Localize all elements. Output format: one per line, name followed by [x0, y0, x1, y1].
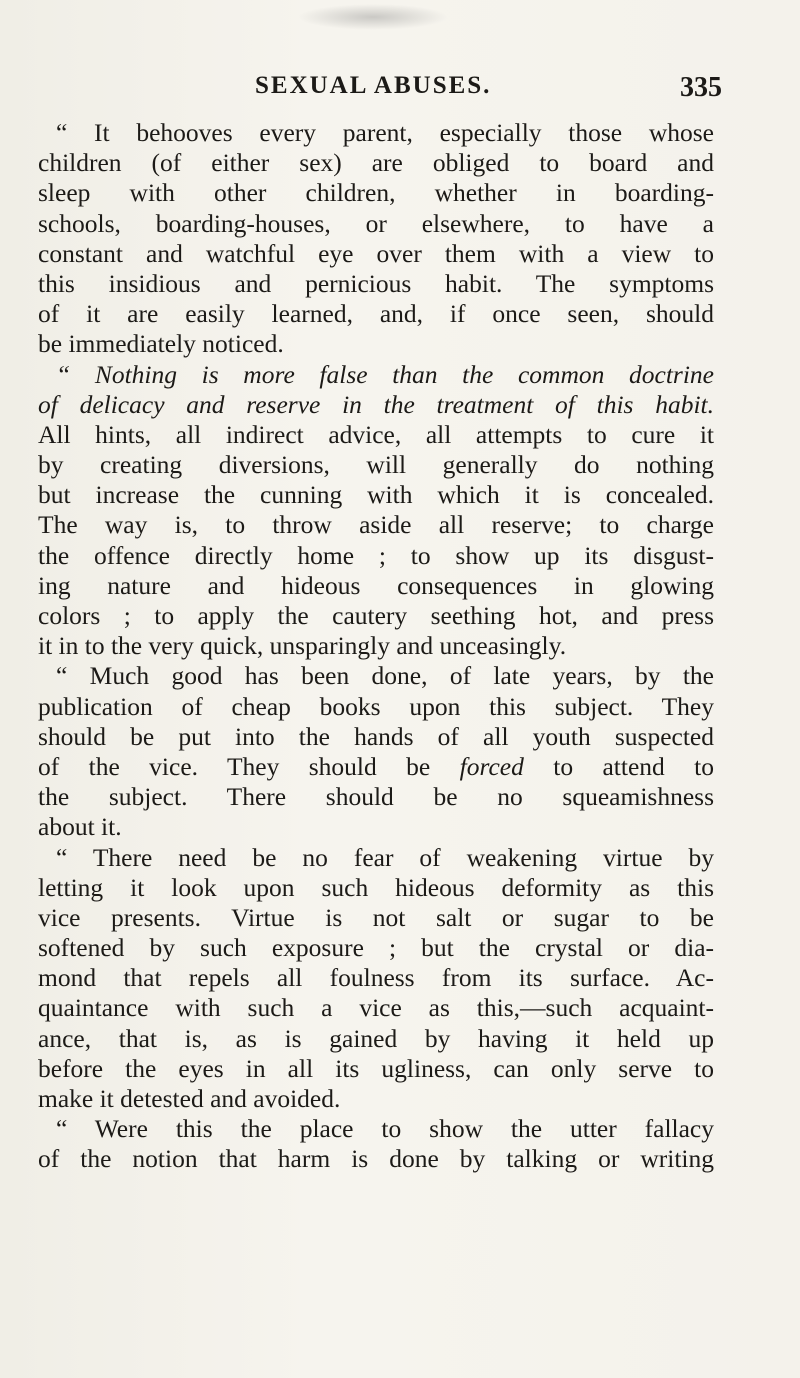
text-line: constant and watchful eye over them with a view to: [38, 238, 714, 268]
running-head-title: SEXUAL ABUSES.: [255, 72, 492, 99]
text-line: be immediately noticed.: [38, 329, 284, 359]
text-line: the offence directly home ; to show up its disgust-: [38, 540, 714, 570]
text-line: about it.: [38, 812, 122, 842]
text-line: the subject. There should be no squeamishness: [38, 782, 714, 812]
text-line: of it are easily learned, and, if once seen, should: [38, 299, 714, 329]
text-line: quaintance with such a vice as this,—such acquaint-: [38, 993, 714, 1023]
text-line: “ Nothing is more false than the common doctrine: [56, 359, 714, 389]
body-text: [38, 118, 714, 1175]
print-smudge: [298, 4, 448, 30]
text-run: of the vice. They should be: [38, 751, 431, 781]
text-line: by creating diversions, will generally do nothing: [38, 450, 714, 480]
text-line: publication of cheap books upon this subject. They: [38, 691, 714, 721]
text-line: ing nature and hideous consequences in glowing: [38, 570, 714, 600]
text-line: colors ; to apply the cautery seething hot, and press: [38, 601, 714, 630]
text-line: “ It behooves every parent, especially those whose: [56, 118, 714, 147]
text-line: of delicacy and reserve in the treatment of this habit.: [38, 389, 714, 419]
emphasis-forced: forced: [459, 751, 524, 781]
paragraph: [38, 1114, 714, 1174]
text-line: this insidious and pernicious habit. The symptoms: [38, 268, 714, 298]
text-line: it in to the very quick, unsparingly and unceasingly.: [38, 631, 567, 661]
text-line: sleep with other children, whether in boarding-: [38, 178, 714, 208]
text-line: softened by such exposure ; but the crystal or dia-: [38, 933, 714, 963]
text-run: to attend to: [553, 751, 715, 781]
text-line: should be put into the hands of all youth suspected: [38, 721, 714, 751]
paragraph: [38, 118, 714, 360]
text-line: letting it look upon such hideous deformity as this: [38, 872, 714, 902]
text-line: vice presents. Virtue is not salt or sugar to be: [38, 902, 714, 932]
page-number: 335: [680, 72, 722, 103]
text-line: make it detested and avoided.: [38, 1084, 341, 1113]
text-line: schools, boarding-houses, or elsewhere, to have a: [38, 208, 714, 238]
paragraph: [38, 661, 714, 842]
text-line: The way is, to throw aside all reserve; to charge: [38, 510, 714, 540]
text-line: All hints, all indirect advice, all attempts to cure it: [38, 419, 714, 449]
text-line: “ Much good has been done, of late years, by the: [56, 661, 714, 691]
text-line: mond that repels all foulness from its surface. Ac-: [38, 963, 714, 993]
running-head: [0, 72, 800, 106]
text-line: children (of either sex) are obliged to board and: [38, 148, 714, 178]
text-line: ance, that is, as is gained by having it held up: [38, 1023, 714, 1053]
text-line: [38, 752, 714, 782]
text-line: but increase the cunning with which it is concealed.: [38, 480, 714, 510]
paragraph: [38, 843, 714, 1115]
text-line: of the notion that harm is done by talking or writing: [38, 1144, 714, 1174]
text-line: before the eyes in all its ugliness, can only serve to: [38, 1053, 714, 1083]
paragraph: [38, 360, 714, 662]
text-line: “ There need be no fear of weakening virtue by: [56, 842, 714, 872]
text-line: “ Were this the place to show the utter fallacy: [56, 1114, 714, 1144]
